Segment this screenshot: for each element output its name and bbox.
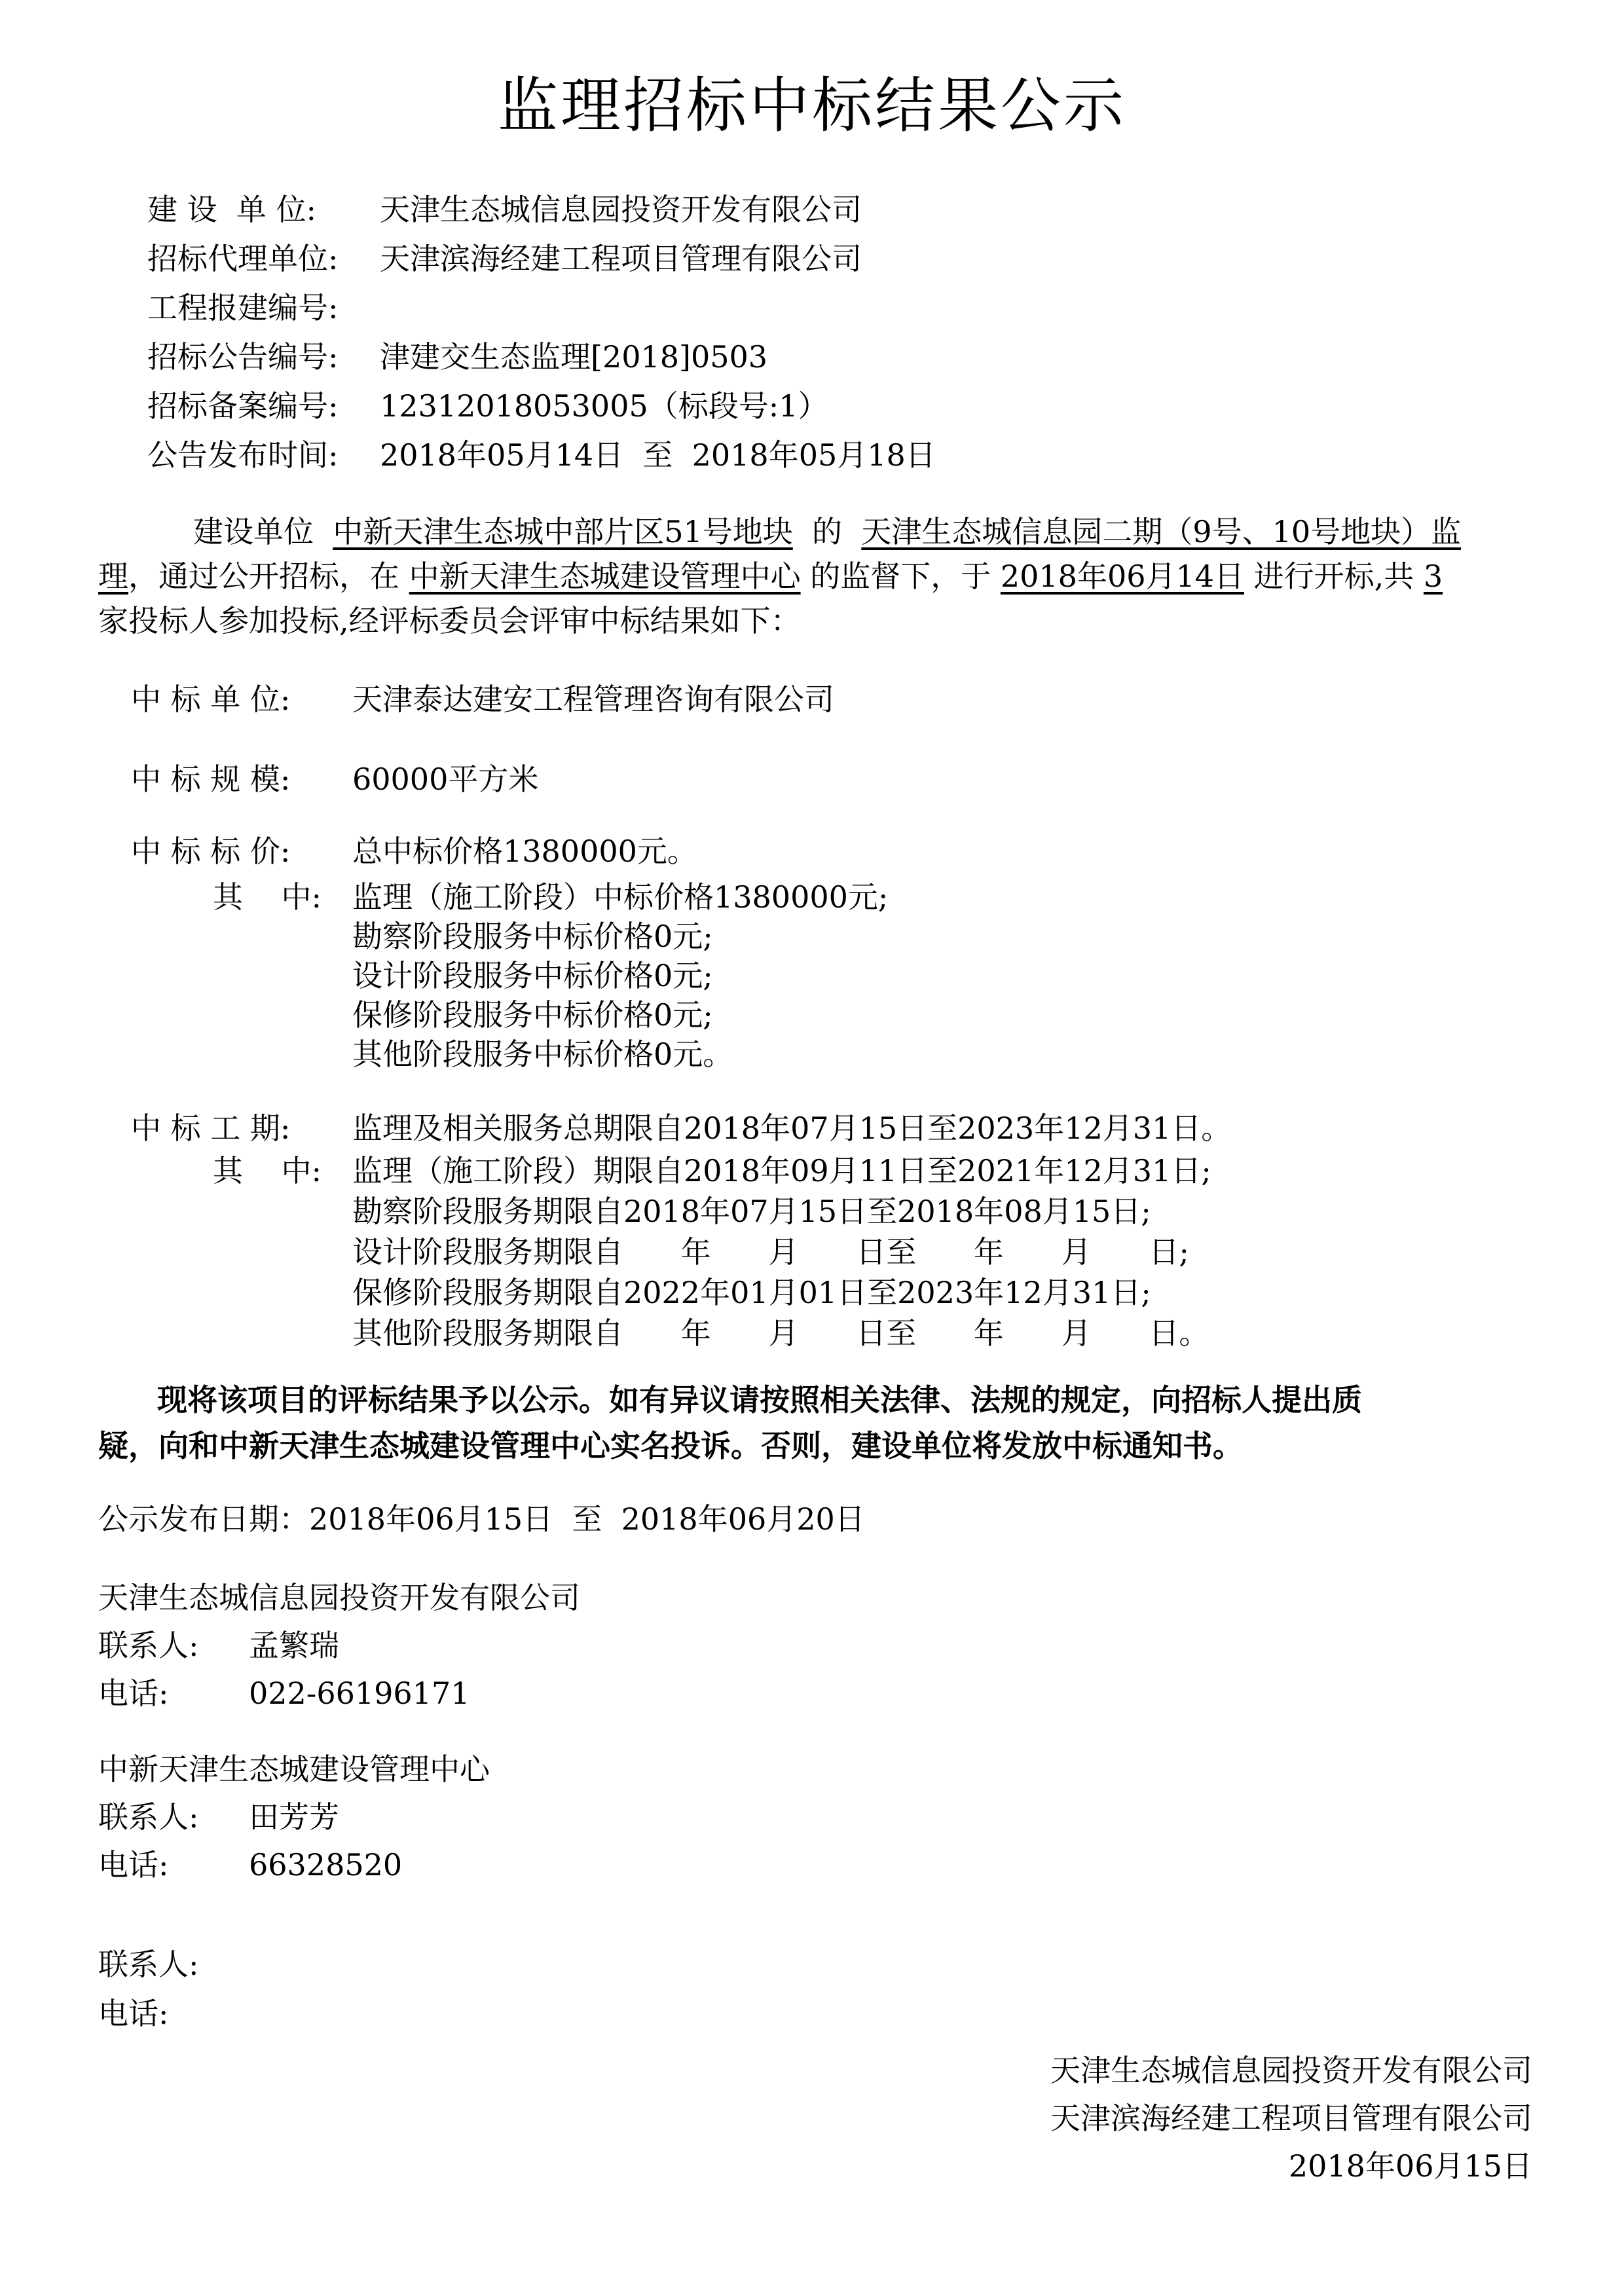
header-label: 工程报建编号: bbox=[147, 290, 339, 325]
header-value: 天津滨海经建工程项目管理有限公司 bbox=[380, 241, 862, 276]
open-date: 2018年06月14日 bbox=[1000, 559, 1245, 594]
notice-line-1: 现将该项目的评标结果予以公示。如有异议请按照相关法律、法规的规定，向招标人提出质 bbox=[157, 1382, 1362, 1418]
agent-contact-person-label: 联系人: bbox=[98, 1947, 199, 1982]
site-name: 中新天津生态城中部片区51号地块 bbox=[333, 514, 793, 549]
header-row-announcement-no bbox=[147, 337, 767, 376]
contact-phone-row bbox=[98, 1845, 402, 1884]
price-row bbox=[131, 832, 697, 871]
header-value: 津建交生态监理[2018]0503 bbox=[380, 339, 768, 375]
intro-text: 的监督下，于 bbox=[810, 559, 991, 594]
scale-label: 中 标 规 模: bbox=[131, 762, 291, 797]
winner-value: 天津泰达建安工程管理咨询有限公司 bbox=[352, 682, 834, 717]
price-item: 监理（施工阶段）中标价格1380000元; bbox=[352, 879, 889, 915]
period-item: 其他阶段服务期限自 年 月 日至 年 月 日。 bbox=[352, 1315, 1209, 1351]
price-item: 保修阶段服务中标价格0元; bbox=[352, 997, 713, 1033]
contact-person-label: 联系人: bbox=[98, 1628, 199, 1663]
header-row-publish-time bbox=[147, 435, 936, 475]
contact-org: 中新天津生态城建设管理中心 bbox=[98, 1752, 490, 1787]
period-item: 监理（施工阶段）期限自2018年09月11日至2021年12月31日; bbox=[352, 1153, 1211, 1188]
contact-person: 田芳芳 bbox=[249, 1799, 339, 1835]
header-value: 2018年05月14日 至 2018年05月18日 bbox=[380, 437, 936, 473]
notice-line-2: 疑，向和中新天津生态城建设管理中心实名投诉。否则，建设单位将发放中标通知书。 bbox=[98, 1428, 1243, 1463]
price-item: 设计阶段服务中标价格0元; bbox=[352, 958, 713, 993]
intro-text: 进行开标,共 bbox=[1253, 559, 1414, 594]
agent-contact-phone-label: 电话: bbox=[98, 1996, 169, 2031]
contact-phone-label: 电话: bbox=[98, 1847, 169, 1882]
header-row-builder bbox=[147, 190, 862, 229]
price-sub-label: 其 中: bbox=[213, 879, 322, 915]
period-item: 勘察阶段服务期限自2018年07月15日至2018年08月15日; bbox=[352, 1194, 1151, 1229]
price-item: 其他阶段服务中标价格0元。 bbox=[352, 1037, 733, 1072]
winner-label: 中 标 单 位: bbox=[131, 682, 291, 717]
project-name: 天津生态城信息园二期（9号、10号地块）监 bbox=[861, 514, 1462, 549]
intro-text: 建设单位 bbox=[193, 514, 314, 549]
signature-org-1: 天津生态城信息园投资开发有限公司 bbox=[1050, 2053, 1532, 2088]
contact-phone-label: 电话: bbox=[98, 1676, 169, 1711]
period-item: 设计阶段服务期限自 年 月 日至 年 月 日; bbox=[352, 1234, 1189, 1270]
period-sub-label: 其 中: bbox=[213, 1153, 322, 1188]
contact-person-row bbox=[98, 1626, 339, 1665]
project-name-cont: 理 bbox=[98, 559, 128, 594]
intro-line-2 bbox=[98, 557, 1443, 596]
contact-org: 天津生态城信息园投资开发有限公司 bbox=[98, 1580, 580, 1615]
header-label: 招标代理单位: bbox=[147, 241, 339, 276]
header-row-record-no bbox=[147, 386, 828, 426]
header-label: 公告发布时间: bbox=[147, 437, 339, 473]
scale-value: 60000平方米 bbox=[352, 762, 539, 797]
supervisor-name: 中新天津生态城建设管理中心 bbox=[409, 559, 801, 594]
header-label: 招标备案编号: bbox=[147, 388, 339, 424]
contact-phone-row bbox=[98, 1674, 470, 1713]
contact-phone: 66328520 bbox=[249, 1847, 403, 1882]
intro-text: ，通过公开招标，在 bbox=[128, 559, 399, 594]
intro-line-1 bbox=[193, 512, 1461, 551]
period-total: 监理及相关服务总期限自2018年07月15日至2023年12月31日。 bbox=[352, 1111, 1232, 1146]
header-label: 建 设 单 位: bbox=[147, 192, 316, 227]
contact-person-label: 联系人: bbox=[98, 1799, 199, 1835]
header-row-agent bbox=[147, 239, 862, 278]
price-total: 总中标价格1380000元。 bbox=[352, 834, 697, 869]
price-label: 中 标 标 价: bbox=[131, 834, 291, 869]
signature-date: 2018年06月15日 bbox=[1288, 2148, 1532, 2184]
contact-phone: 022-66196171 bbox=[249, 1676, 470, 1711]
scale-row bbox=[131, 760, 538, 799]
page-title: 监理招标中标结果公示 bbox=[497, 71, 1126, 141]
publish-date: 公示发布日期：2018年06月15日 至 2018年06月20日 bbox=[98, 1501, 865, 1537]
header-label: 招标公告编号: bbox=[147, 339, 339, 375]
contact-person-row bbox=[98, 1797, 339, 1837]
period-row bbox=[131, 1109, 1231, 1148]
header-value: 天津生态城信息园投资开发有限公司 bbox=[380, 192, 862, 227]
price-item: 勘察阶段服务中标价格0元; bbox=[352, 919, 713, 954]
header-row-project-no bbox=[147, 288, 380, 327]
winner-row bbox=[131, 680, 834, 719]
intro-line-3: 家投标人参加投标,经评标委员会评审中标结果如下： bbox=[98, 603, 801, 638]
contact-person: 孟繁瑞 bbox=[249, 1628, 339, 1663]
period-item: 保修阶段服务期限自2022年01月01日至2023年12月31日; bbox=[352, 1275, 1151, 1310]
signature-org-2: 天津滨海经建工程项目管理有限公司 bbox=[1050, 2101, 1532, 2136]
bidder-count: 3 bbox=[1423, 559, 1443, 594]
period-label: 中 标 工 期: bbox=[131, 1111, 291, 1146]
intro-text: 的 bbox=[812, 514, 843, 549]
header-value: 12312018053005（标段号:1） bbox=[380, 388, 828, 424]
